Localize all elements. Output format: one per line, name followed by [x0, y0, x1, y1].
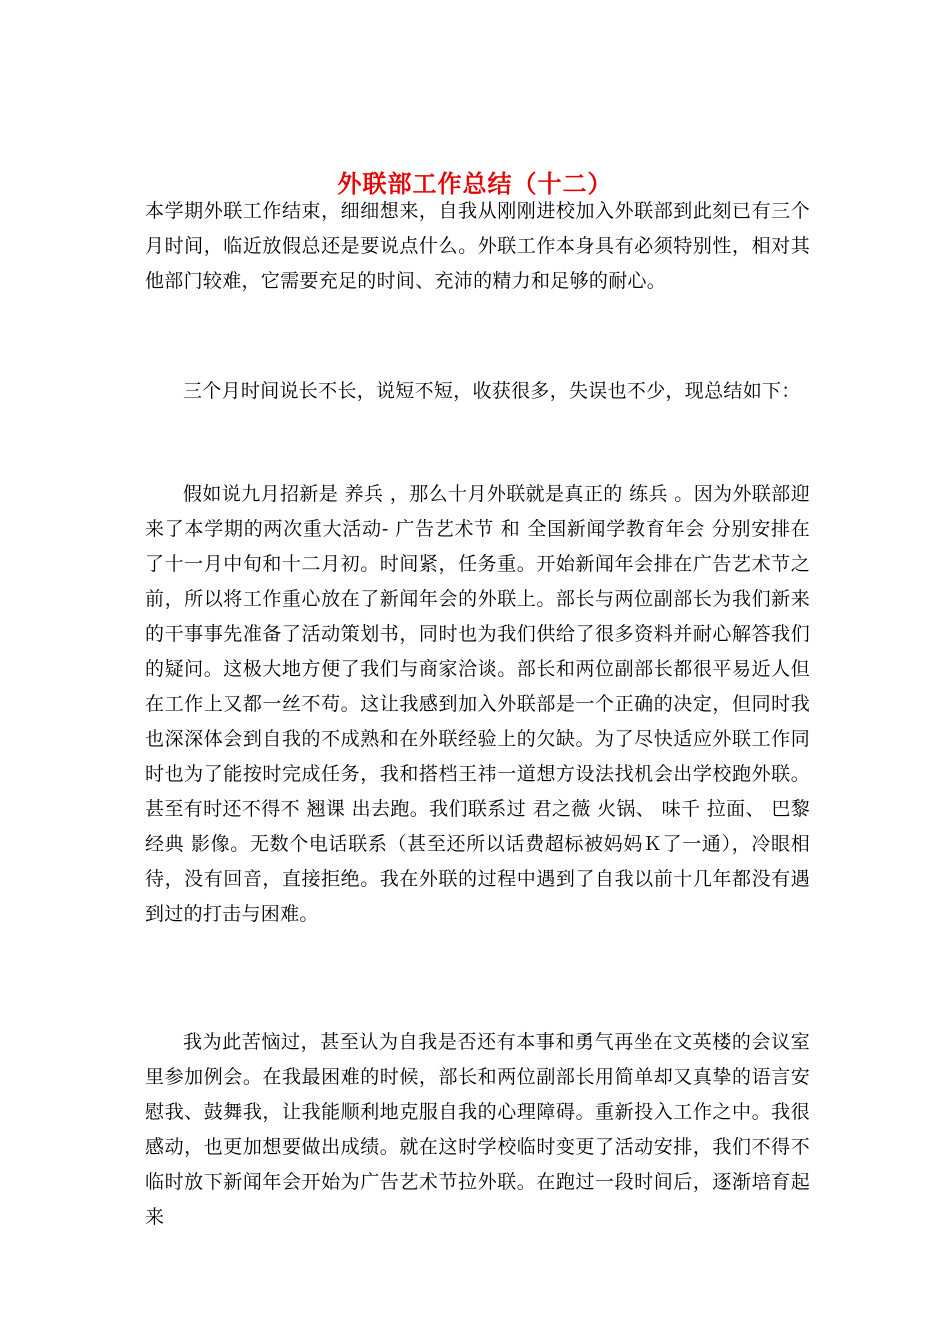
paragraph-intro: 本学期外联工作结束，细细想来，自我从刚刚进校加入外联部到此刻已有三个月时间，临近放假总还是要说点什么。外联工作本身具有必须特别性，相对其他部门较难，它需要充足的时间、充沛的精力和足够的耐心。: [145, 200, 810, 292]
paragraph-october-outreach: 假如说九月招新是 养兵 ，那么十月外联就是真正的 练兵 。因为外联部迎来了本学期的两次重大活动- 广告艺术节 和 全国新闻学教育年会 分别安排在了十一月中旬和十二月初。时间紧，任务重。开始新闻年会排在广告艺术节之前，所以将工作重心放在了新闻年会的外联上。部长与两位副部长为我们新来的干事事先准备了活动策划书，同时也为我们供给了很多资料并耐心解答我们的疑问。这极大地方便了我们与商家洽谈。部长和两位副部长都很平易近人但在工作上又都一丝不苟。这让我感到加入外联部是一个正确的决定，但同时我也深深体会到自我的不成熟和在外联经验上的欠缺。为了尽快适应外联工作同时也为了能按时完成任务，我和搭档王祎一道想方设法找机会出学校跑外联。甚至有时还不得不 翘课 出去跑。我们联系过 君之薇 火锅、 味千 拉面、 巴黎经典 影像。无数个电话联系（甚至还所以话费超标被妈妈Ｋ了一通），冷眼相待，没有回音，直接拒绝。我在外联的过程中遇到了自我以前十几年都没有遇到过的打击与困难。: [145, 483, 810, 925]
paragraph-difficulties: 我为此苦恼过，甚至认为自我是否还有本事和勇气再坐在文英楼的会议室里参加例会。在我最困难的时候，部长和两位副部长用简单却又真挚的语言安慰我、鼓舞我，让我能顺利地克服自我的心理障碍。重新投入工作之中。我很感动，也更加想要做出成绩。就在这时学校临时变更了活动安排，我们不得不临时放下新闻年会开始为广告艺术节拉外联。在跑过一段时间后，逐渐培育起来: [145, 1031, 810, 1228]
paragraph-summary-lead: 三个月时间说长不长，说短不短，收获很多，失误也不少，现总结如下：: [183, 380, 801, 402]
document-title: 外联部工作总结（十二）: [337, 169, 613, 199]
